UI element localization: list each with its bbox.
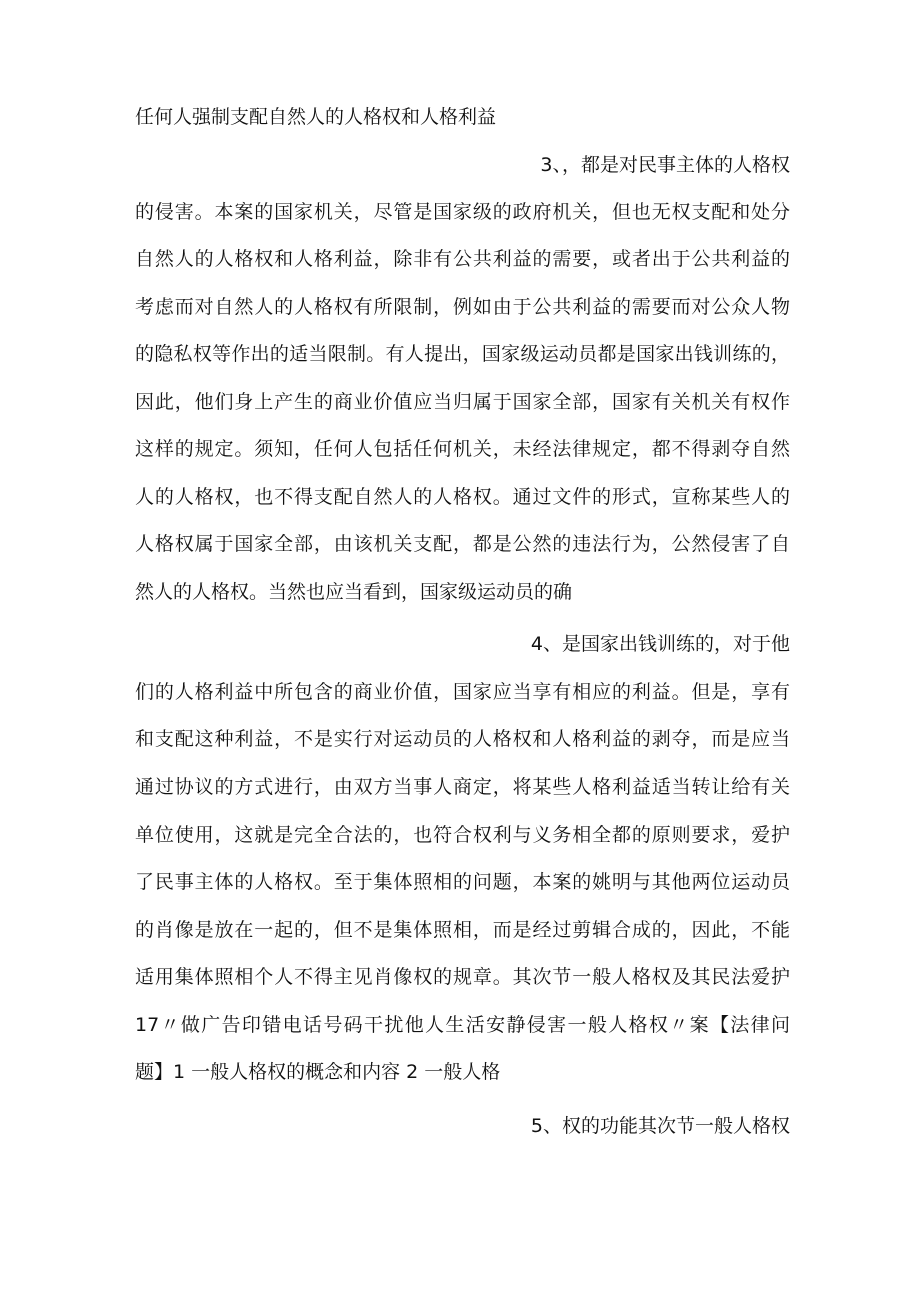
text-line: 人格权属于国家全部，由该机关支配，都是公然的违法行为，公然侵害了自 [135,533,790,555]
text-line: 这样的规定。须知，任何人包括任何机关，未经法律规定，都不得剥夺自然 [135,438,790,460]
text-line: 任何人强制支配自然人的人格权和人格利益 [135,106,497,128]
text-line: 人的人格权，也不得支配自然人的人格权。通过文件的形式，宣称某些人的 [135,486,790,508]
text-line: 然人的人格权。当然也应当看到，国家级运动员的确 [135,581,573,603]
section-heading-4: 4、是国家出钱训练的，对于他 [530,633,790,655]
text-line: 和支配这种利益，不是实行对运动员的人格权和人格利益的剥夺，而是应当 [135,728,790,750]
text-line: 17〃做广告印错电话号码干扰他人生活安静侵害一般人格权〃案【法律问 [135,1014,790,1036]
text-line: 题】1 一般人格权的概念和内容 2 一般人格 [135,1061,501,1083]
text-line: 了民事主体的人格权。至于集体照相的问题，本案的姚明与其他两位运动员 [135,871,790,893]
text-line: 适用集体照相个人不得主见肖像权的规章。其次节一般人格权及其民法爱护 [135,966,790,988]
section-heading-5: 5、权的功能其次节一般人格权 [530,1115,790,1137]
text-line: 因此，他们身上产生的商业价值应当归属于国家全部，国家有关机关有权作 [135,391,790,413]
text-line: 的隐私权等作出的适当限制。有人提出，国家级运动员都是国家出钱训练的， [135,343,790,365]
text-line: 的侵害。本案的国家机关，尽管是国家级的政府机关，但也无权支配和处分 [135,201,790,223]
text-line: 单位使用，这就是完全合法的，也符合权利与义务相全都的原则要求，爱护 [135,824,790,846]
text-line: 通过协议的方式进行，由双方当事人商定，将某些人格利益适当转让给有关 [135,776,790,798]
text-line: 考虑而对自然人的人格权有所限制，例如由于公共利益的需要而对公众人物 [135,296,790,318]
text-line: 的肖像是放在一起的，但不是集体照相，而是经过剪辑合成的，因此，不能 [135,919,790,941]
text-line: 们的人格利益中所包含的商业价值，国家应当享有相应的利益。但是，享有 [135,681,790,703]
text-line: 自然人的人格权和人格利益，除非有公共利益的需要，或者出于公共利益的 [135,248,790,270]
section-heading-3: 3、，都是对民事主体的人格权 [540,154,790,176]
